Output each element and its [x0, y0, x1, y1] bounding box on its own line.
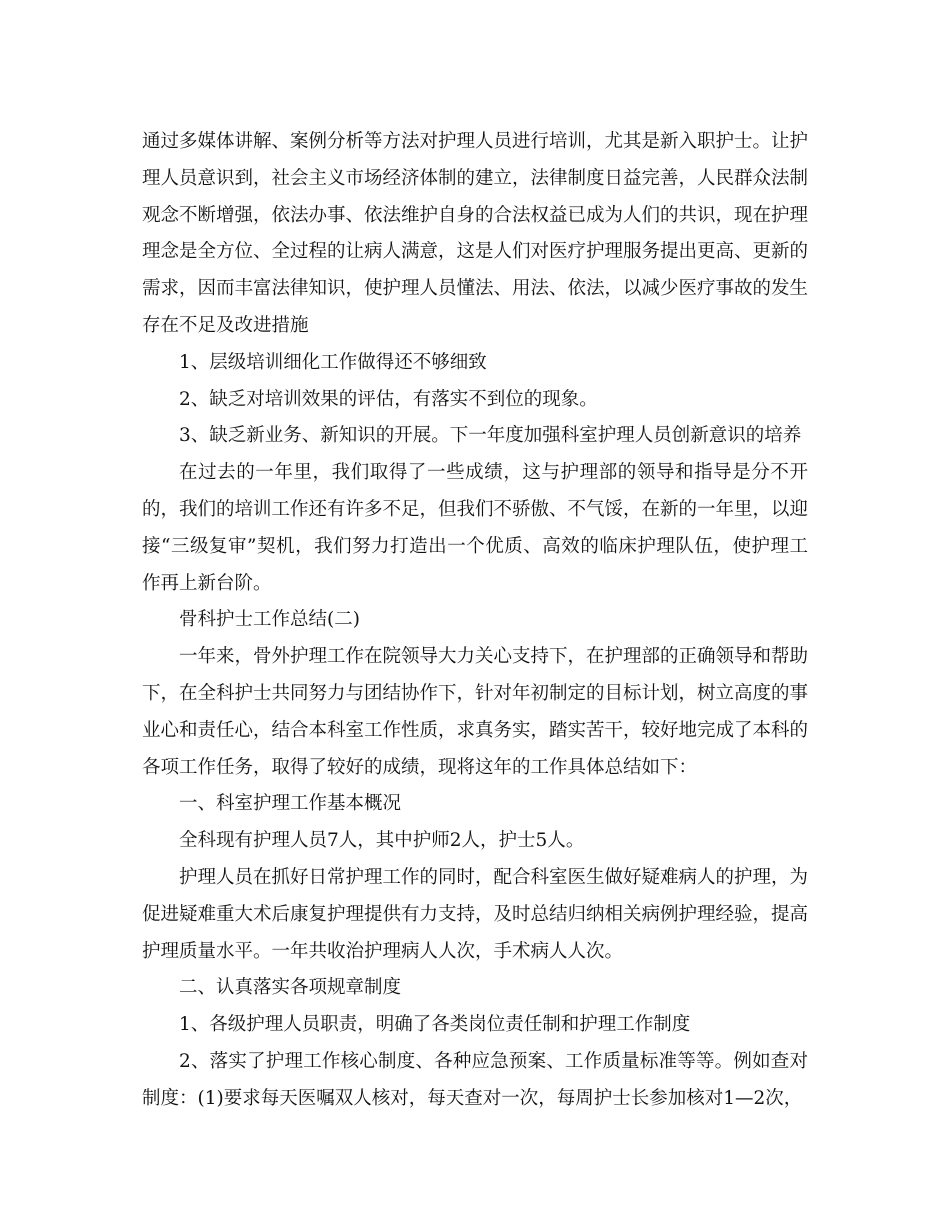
document-body — [142, 124, 808, 1118]
paragraph-4: 3、缺乏新业务、新知识的开展。下一年度加强科室护理人员创新意识的培养 — [179, 425, 802, 447]
paragraph-10: 护理人员在抓好日常护理工作的同时，配合科室医生做好疑难病人的护理，为促进疑难重大术后康复护理提供有力支持，及时总结归纳相关病例护理经验，提高护理质量水平。一年共收治护理病人人次，手术病人人次。 — [142, 866, 809, 962]
section-heading-regulations: 二、认真落实各项规章制度 — [179, 977, 402, 999]
paragraph-2: 1、层级培训细化工作做得还不够细致 — [179, 351, 487, 373]
section-heading-basic-overview: 一、科室护理工作基本概况 — [179, 793, 402, 815]
paragraph-12: 1、各级护理人员职责，明确了各类岗位责任制和护理工作制度 — [179, 1014, 691, 1036]
paragraph-9: 全科现有护理人员7人，其中护师2人，护士5人。 — [179, 830, 585, 852]
section-heading-2: 骨科护士工作总结(二) — [179, 609, 360, 631]
paragraph-5: 在过去的一年里，我们取得了一些成绩，这与护理部的领导和指导是分不开的，我们的培训工作还有许多不足，但我们不骄傲、不气馁，在新的一年里，以迎接“三级复审”契机，我们努力打造出一个优质、高效的临床护理队伍，使护理工作再上新台阶。 — [142, 462, 809, 594]
paragraph-13: 2、落实了护理工作核心制度、各种应急预案、工作质量标准等等。例如查对制度：(1)要求每天医嘱双人核对，每天查对一次，每周护士长参加核对1—2次， — [142, 1050, 808, 1109]
paragraph-7: 一年来，骨外护理工作在院领导大力关心支持下，在护理部的正确领导和帮助下，在全科护士共同努力与团结协作下，针对年初制定的目标计划，树立高度的事业心和责任心，结合本科室工作性质，求真务实，踏实苦干，较好地完成了本科的各项工作任务，取得了较好的成绩，现将这年的工作具体总结如下： — [142, 646, 809, 778]
paragraph-1: 通过多媒体讲解、案例分析等方法对护理人员进行培训，尤其是新入职护士。让护理人员意识到，社会主义市场经济体制的建立，法律制度日益完善，人民群众法制观念不断增强，依法办事、依法维护自身的合法权益已成为人们的共识，现在护理理念是全方位、全过程的让病人满意，这是人们对医疗护理服务提出更高、更新的需求，因而丰富法律知识，使护理人员懂法、用法、依法，以减少医疗事故的发生存在不足及改进措施 — [142, 131, 809, 336]
paragraph-3: 2、缺乏对培训效果的评估，有落实不到位的现象。 — [179, 388, 598, 410]
